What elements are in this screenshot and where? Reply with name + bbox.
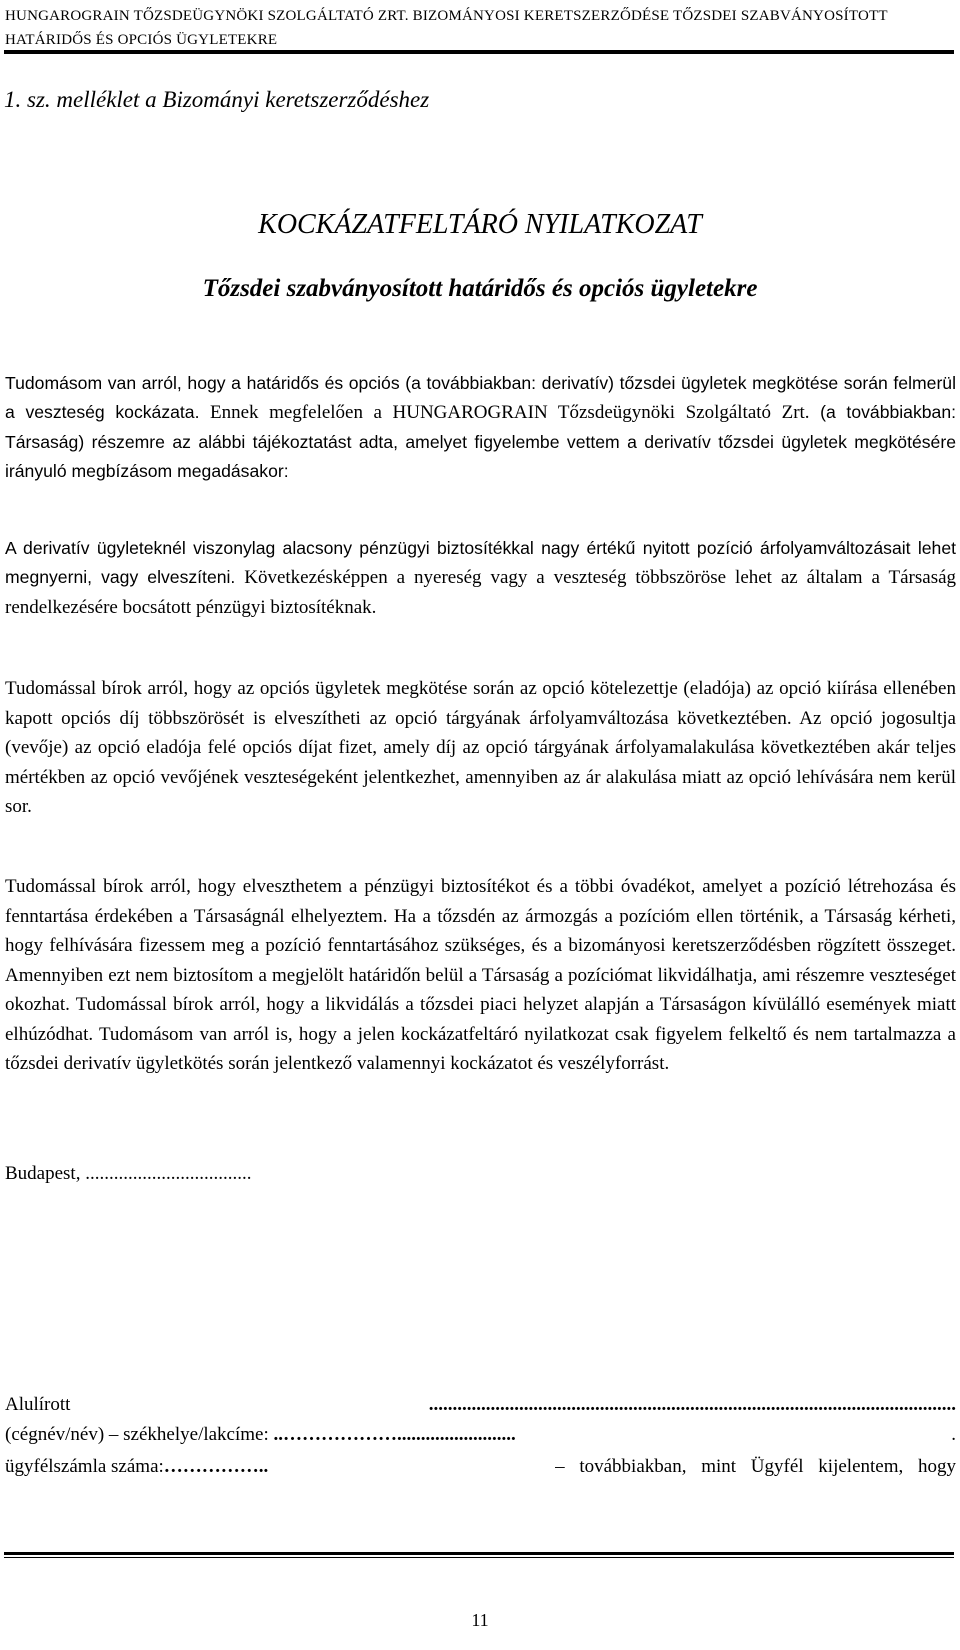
declaration-line-1 (5, 1390, 956, 1420)
declaration-account-rest: – továbbiakban, mint Ügyfél kijelentem, hogy (555, 1456, 956, 1477)
paragraph-leverage-part2: Következésképpen a nyereség vagy a veszteség többszöröse lehet az általam a Társaság rendelkezésére bocsátott pénzügyi biztosítéknak. (5, 567, 957, 618)
paragraph-intro-part2: Ennek megfelelően a HUNGAROGRAIN Tőzsdeügynöki Szolgáltató Zrt. (210, 402, 810, 424)
document-subtitle: Tőzsdei szabványosított határidős és opciós ügyletekre (202, 275, 758, 302)
paragraph-intro (5, 369, 956, 486)
document-title: KOCKÁZATFELTÁRÓ NYILATKOZAT (258, 209, 702, 240)
declaration-account-label: ügyfélszámla száma: (5, 1456, 164, 1477)
paragraph-intro-part1: Tudomásom van arról, hogy a határidős és opciós (a továbbiakban: derivatív) tőzsdei ügyletek megkötése során felmerül a veszteség kockázata. (5, 373, 956, 423)
annex-title: 1. sz. melléklet a Bizományi keretszerződéshez (4, 87, 430, 112)
header-divider (4, 50, 954, 54)
header-text: HUNGAROGRAIN TŐZSDEÜGYNÖKI SZOLGÁLTATÓ ZRT. BIZOMÁNYOSI KERETSZERZŐDÉSE TŐZSDEI SZABVÁNYOSÍTOTT HATÁRIDŐS ÉS OPCIÓS ÜGYLETEKRE (5, 8, 888, 48)
declaration-name-label: Alulírott (5, 1394, 71, 1415)
document-header (5, 4, 950, 52)
declaration-address-end: . (951, 1424, 956, 1445)
footer-divider (4, 1552, 954, 1555)
declaration-name-fill: ............................................................................................................... (428, 1394, 956, 1415)
paragraph-leverage (5, 534, 956, 622)
paragraph-collateral: Tudomással bírok arról, hogy elveszthetem a pénzügyi biztosítékot és a többi óvadékot, amelyet a pozíció létrehozása és fenntartása érdekében a Társaságnál elhelyeztem. Ha a tőzsdén az ármozgás a pozícióm ellen történik, a Társaság kérheti, hogy felhívására fizessem meg a pozíció fenntartásához szükséges, és a bizományosi keretszerződésben rögzített összeget. Amennyiben ezt nem biztosítom a megjelölt határidőn belül a Társaság a pozíciómat likvidálhatja, ami részemre veszteséget okozhat. Tudomással bírok arról, hogy a likvidálás a tőzsdei piaci helyzet alapján a Társaságon kívülálló események miatt elhúzódhat. Tudomásom van arról is, hogy a jelen kockázatfeltáró nyilatkozat csak figyelem felkeltő és nem tartalmazza a tőzsdei derivatív ügyletkötés során jelentkező valamennyi kockázatot és veszélyforrást. (5, 876, 956, 1074)
paragraph-leverage-part1: A derivatív ügyleteknél viszonylag alacsony pénzügyi biztosítékkal nagy értékű nyitott pozíció árfolyamváltozásait lehet megnyerni, vagy elveszíteni. (5, 538, 956, 588)
declaration-address-fill: ..………………......................... (273, 1424, 516, 1445)
declaration-account-fill: …………….. (163, 1456, 269, 1477)
footer-divider-thin (4, 1557, 954, 1558)
declaration-line-2 (5, 1420, 956, 1450)
paragraph-options: Tudomással bírok arról, hogy az opciós ügyletek megkötése során az opció kötelezettje (eladója) az opció kiírása ellenében kapott opciós díj többszörösét is elveszítheti az opció tárgyának árfolyamváltozása következtében. Az opció jogosultja (vevője) az opció eladója felé opciós díjat fizet, amely díj az opció tárgyának árfolyamalakulása következtében akár teljes mértékben az opció vevőjének veszteségeként jelentkezhet, amennyiben az ár alakulása miatt az opció lehívására nem kerül sor. (5, 678, 956, 817)
paragraph-intro-part3: (a továbbiakban: Társaság) részemre az alábbi tájékoztatást adta, amelyet figyelembe vettem a derivatív tőzsdei ügyletek megkötésére irányuló megbízásom megadásakor: (5, 402, 956, 482)
page-number: 11 (471, 1610, 489, 1630)
declaration-line-3 (5, 1452, 956, 1482)
declaration-address-label: (cégnév/név) – székhelye/lakcíme: (5, 1424, 269, 1445)
place-date-line: Budapest, ................................... (5, 1163, 252, 1184)
